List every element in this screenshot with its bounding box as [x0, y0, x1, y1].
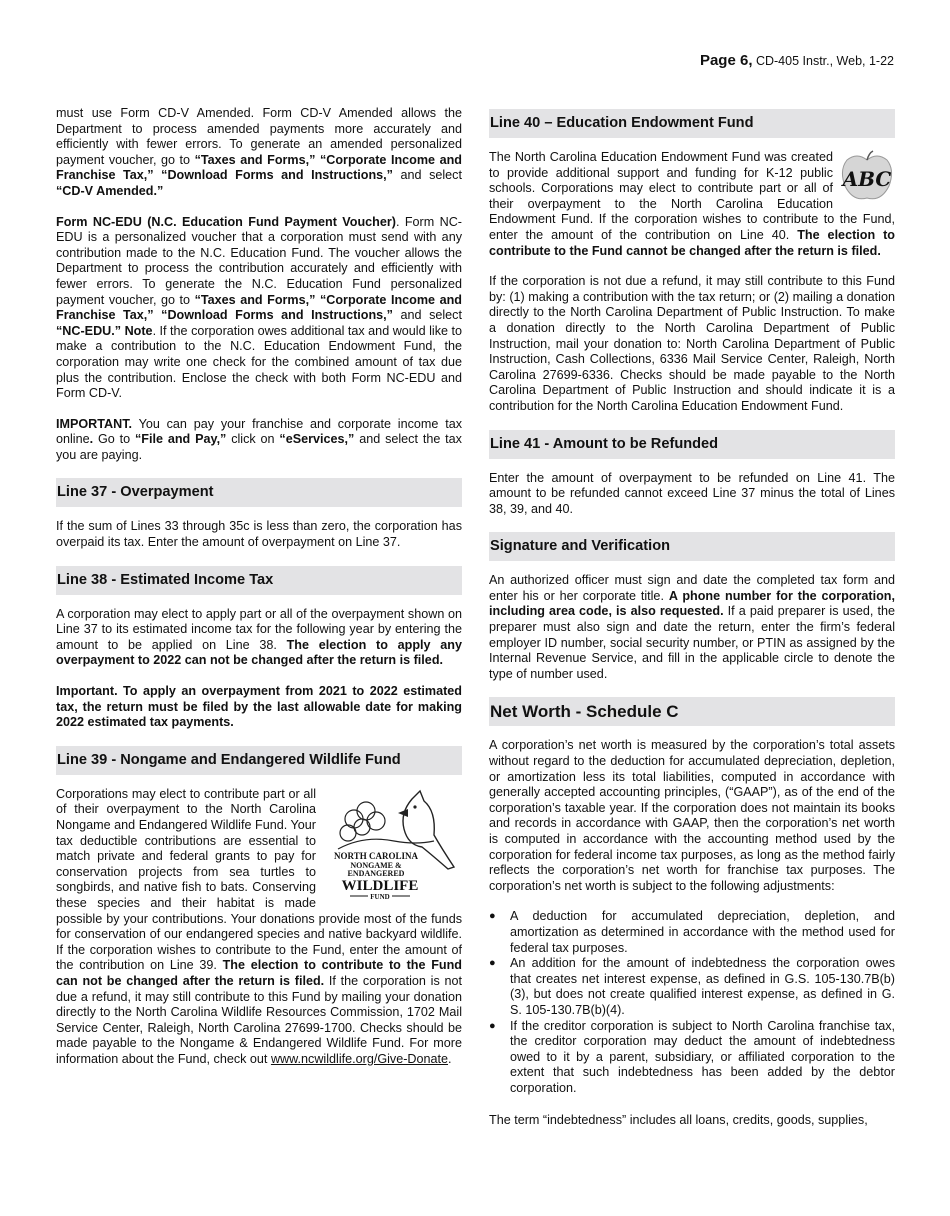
section-heading-signature: Signature and Verification — [489, 532, 895, 561]
page-number: Page 6, — [699, 52, 753, 69]
cdv-amended-paragraph: must use Form CD-V Amended. Form CD-V Amended allows the Department to process amended payments more accurately and efficiently with fewer errors. To generate an amended personalized payment voucher, go to “Taxes and Forms,” “Corporate Income and Franchise Tax,” “Download Forms and Instructions,” and select “CD-V Amended.” — [56, 106, 462, 198]
net-worth-adjustments-list — [489, 909, 895, 1096]
page-header — [700, 52, 894, 69]
net-worth-paragraph: A corporation’s net worth is measured by the corporation’s total assets without regard to the deduction for accumulated depreciation, depletion, or amortization less its total liabilities, computed in accordance with generally accepted accounting principles, (“GAAP”), as of the end of the corporation’s taxable year. If the corporation does not maintain its books and records in accordance with GAAP, then the corporation’s net worth is computed in accordance with the accounting method used by the corporation for federal income tax purposes, as long as the method fairly reflects the corporation’s net worth for franchise tax purposes. The corporation’s net worth is subject to the following adjustments: — [489, 738, 895, 893]
section-heading-line-41: Line 41 - Amount to be Refunded — [489, 430, 895, 459]
svg-text:NONGAME &: NONGAME & — [350, 860, 402, 870]
line-40-donation-paragraph: If the corporation is not due a refund, it may still contribute to this Fund by: (1) making a contribution with the tax return; or (2) mailing a donation directly to the North Carolina Department of Public Instruction. To make a donation directly to the North Carolina Department of Public Instruction, mail your donation to: North Carolina Department of Public Instruction, Cash Collections, 6336 Mail Service Center, Raleigh, North Carolina 27699-6336. Checks should be made payable to the North Carolina Department of Public Instruction and should indicate it is a contribution for the North Carolina Education Endowment Fund. — [489, 274, 895, 413]
ncwildlife-link[interactable]: www.ncwildlife.org/Give-Donate — [270, 1051, 449, 1066]
form-id: CD-405 Instr., Web, 1-22 — [755, 54, 894, 68]
indebtedness-paragraph: The term “indebtedness” includes all loans, credits, goods, supplies, — [489, 1112, 868, 1127]
section-heading-net-worth: Net Worth - Schedule C — [489, 697, 895, 726]
section-heading-line-40: Line 40 – Education Endowment Fund — [489, 109, 895, 138]
right-column — [489, 106, 895, 1143]
svg-text:WILDLIFE: WILDLIFE — [341, 877, 419, 894]
apple-abc-icon — [839, 150, 895, 204]
list-item: ● A deduction for accumulated depreciation, depletion, and amortization as determined in accordance with the method used for federal tax purposes. — [489, 909, 895, 956]
svg-text:ENDANGERED: ENDANGERED — [347, 868, 405, 878]
svg-text:FUND: FUND — [370, 892, 390, 901]
section-heading-line-38: Line 38 - Estimated Income Tax — [56, 566, 462, 595]
list-item: ● An addition for the amount of indebtedness the corporation owes that creates net interest expense, as defined in G.S. 105-130.7B(b)(3), but does not create qualified interest expense, as defined in G. S. 105-130.7B(b)(4). — [489, 956, 895, 1018]
svg-text:NORTH CAROLINA: NORTH CAROLINA — [334, 850, 418, 861]
line-40-paragraph: ABC The North Carolina Education Endowment Fund was created to provide additional support and funding for K-12 public schools. Corporations may elect to contribute part or all of their overpayment to the North Carolina Education Endowment Fund. If the corporation wishes to contribute to the Fund, enter the amount of the contribution on Line 40. The election to contribute to the Fund cannot be changed after the return is filed. — [489, 150, 895, 258]
line-41-paragraph: Enter the amount of overpayment to be refunded on Line 41. The amount to be refunded cannot exceed Line 37 minus the total of Lines 38, 39, and 40. — [489, 470, 895, 516]
list-item: ● If the creditor corporation is subject to North Carolina franchise tax, the creditor corporation may deduct the amount of indebtedness owed to it by a parent, subsidiary, or affiliated corporation to the extent that such indebtedness has been added by the debtor corporation. — [489, 1019, 895, 1097]
line-38-paragraph: A corporation may elect to apply part or all of the overpayment shown on Line 37 to its estimated income tax for the following year by entering the amount to be applied on Line 38. The election to apply any overpayment to 2022 can not be changed after the return is filed. — [56, 606, 462, 668]
wildlife-fund-logo — [324, 789, 458, 901]
line-38-important-paragraph: Important. To apply an overpayment from 2021 to 2022 estimated tax, the return must be filed by the last allowable date for making 2022 estimated tax payments. — [56, 684, 462, 730]
section-heading-line-37: Line 37 - Overpayment — [56, 478, 462, 507]
nc-edu-paragraph: Form NC-EDU (N.C. Education Fund Payment Voucher). Form NC-EDU is a personalized voucher that a corporation must send with any contribution made to the N.C. Education Fund. The voucher allows the Department to process the contribution accurately and efficiently with fewer errors. To generate the N.C. Education Fund personalized payment voucher, go to “Taxes and Forms,” “Corporate Income and Franchise Tax,” “Download Forms and Instructions,” and select “NC-EDU.” Note. If the corporation owes additional tax and would like to make a contribution to the N.C. Education Endowment Fund, the corporation may write one check for the combined amount of tax due plus the contribution. Enclose the check with both Form NC-EDU and Form CD-V. — [56, 214, 462, 401]
line-39-paragraph: NORTH CAROLINA NONGAME & ENDANGERED WILDLIFE FUND Corporations may elect to contribute part or all of their overpayment to the North Carolina Nongame and Endangered Wildlife Fund. Your tax deductible contributions are essential to match private and federal grants to pay for conservation projects from sea turtles to songbirds, and native fish to bats. Conserving these species and their habitat is made possible by your contributions. Your donations provide most of the funds for conservation of our endangered species and native backyard wildlife. If the corporation wishes to contribute to the Fund, enter the amount of the contribution on Line 39. The election to contribute to the Fund can not be changed after the return is filed. If the corporation is not due a refund, it may still contribute to this Fund by mailing your donation directly to the North Carolina Wildlife Resources Commission, 1702 Mail Service Center, Raleigh, North Carolina 27699-1700. Checks should be made payable to the Nongame & Endangered Wildlife Fund. For more information about the Fund, check out www.ncwildlife.org/Give-Donate. — [56, 786, 462, 1066]
svg-text:ABC: ABC — [842, 167, 892, 191]
line-37-paragraph: If the sum of Lines 33 through 35c is less than zero, the corporation has overpaid its tax. Enter the amount of overpayment on Line 37. — [56, 519, 462, 550]
left-column — [56, 106, 462, 1083]
section-heading-line-39: Line 39 - Nongame and Endangered Wildlife Fund — [56, 746, 462, 775]
important-pay-online-paragraph: IMPORTANT. You can pay your franchise and corporate income tax online. Go to “File and Pay,” click on “eServices,” and select the tax you are paying. — [56, 416, 462, 462]
signature-paragraph: An authorized officer must sign and date the completed tax form and enter his or her corporate title. A phone number for the corporation, including area code, is also requested. If a paid preparer is used, the preparer must also sign and date the return, enter the firm’s federal employer ID number, social security number, or PTIN as assigned by the Internal Revenue Service, and fill in the applicable circle to denote the type of number used. — [489, 573, 896, 681]
flower-icon — [338, 802, 434, 849]
